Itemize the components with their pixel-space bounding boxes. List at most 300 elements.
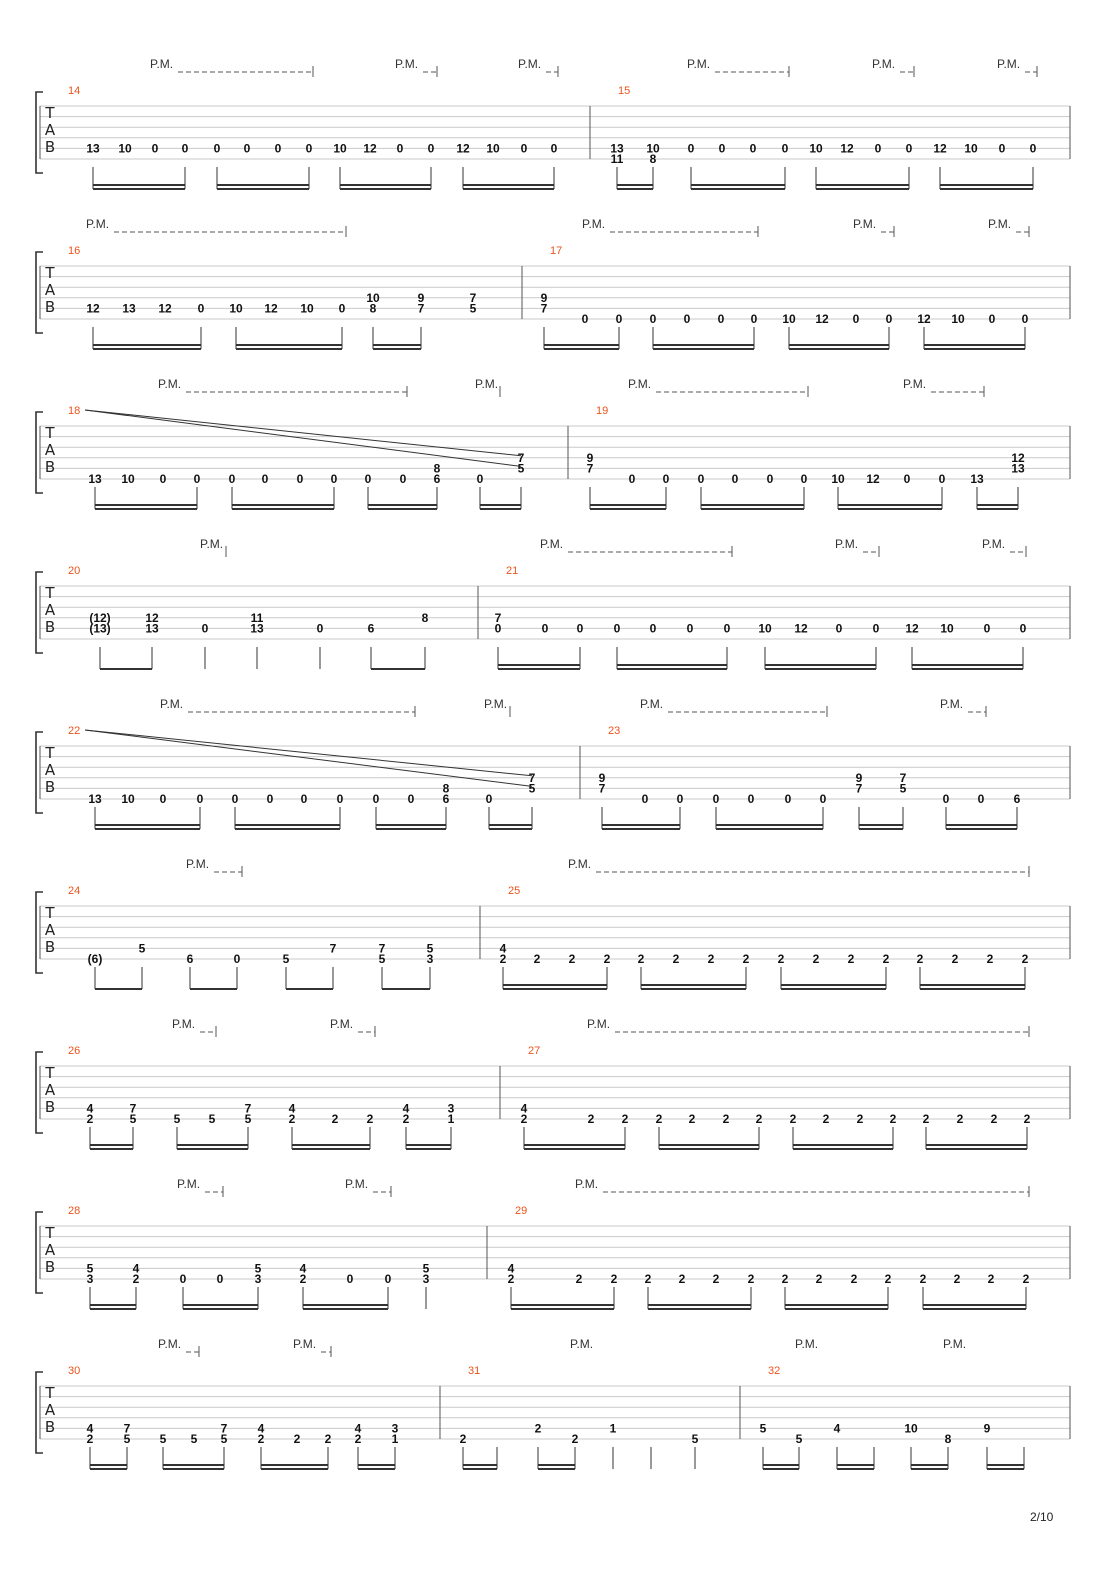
- fret-number: 2: [533, 952, 541, 966]
- fret-number: 0: [766, 472, 774, 486]
- palm-mute-label: P.M.: [540, 537, 564, 551]
- fret-number: 4: [132, 1261, 140, 1276]
- fret-number: 0: [717, 312, 725, 326]
- measure-number: 32: [768, 1365, 781, 1377]
- fret-number: 5: [86, 1261, 94, 1276]
- fret-number: 12: [456, 141, 470, 156]
- fret-number: 10: [904, 1421, 918, 1436]
- fret-number: 4: [499, 941, 507, 956]
- measure-number: 30: [68, 1365, 81, 1377]
- measure-number: 28: [68, 1205, 81, 1217]
- fret-number: 0: [427, 141, 435, 156]
- fret-number: 9: [586, 450, 594, 465]
- fret-number: 12: [363, 141, 377, 156]
- fret-number: 0: [784, 792, 792, 806]
- tab-clef-letter: B: [44, 298, 56, 316]
- fret-number: 0: [243, 141, 251, 156]
- fret-number: 2: [850, 1272, 858, 1286]
- fret-number: 0: [1019, 621, 1027, 636]
- fret-number: 10: [366, 290, 380, 305]
- fret-number: 5: [244, 1112, 252, 1126]
- fret-number: 8: [421, 610, 429, 625]
- palm-mute-label: P.M.: [160, 697, 184, 711]
- fret-number: 11: [610, 152, 624, 166]
- fret-number: 0: [550, 141, 558, 156]
- fret-number: 0: [476, 472, 484, 486]
- fret-number: 12: [905, 621, 919, 636]
- fret-number: 0: [885, 312, 893, 326]
- measure-number: 14: [68, 85, 81, 97]
- fret-number: 6: [1013, 792, 1021, 806]
- fret-number: 0: [749, 141, 757, 156]
- fret-number: 0: [196, 792, 204, 806]
- tab-clef-letter: B: [44, 458, 56, 476]
- fret-number: 5: [138, 941, 146, 956]
- fret-number: 0: [903, 472, 911, 486]
- fret-number: 13: [970, 472, 984, 486]
- fret-number: 0: [364, 472, 372, 486]
- fret-number: 7: [494, 610, 502, 625]
- fret-number: 2: [1023, 1112, 1031, 1126]
- fret-number: 12: [158, 301, 172, 316]
- fret-number: 13: [145, 621, 159, 636]
- fret-number: 0: [1029, 141, 1037, 156]
- measure-number: 24: [68, 885, 81, 897]
- fret-number: 0: [628, 472, 636, 486]
- fret-number: 1: [447, 1112, 455, 1126]
- fret-number: 7: [517, 450, 525, 465]
- fret-number: 0: [835, 621, 843, 636]
- fret-number: 0: [819, 792, 827, 806]
- fret-number: 4: [257, 1421, 265, 1436]
- measure-number: 29: [515, 1205, 528, 1217]
- measure-number: 16: [68, 245, 81, 257]
- fret-number: 0: [872, 621, 880, 636]
- fret-number: 2: [747, 1272, 755, 1286]
- palm-mute-label: P.M.: [86, 217, 110, 231]
- fret-number: 0: [874, 141, 882, 156]
- tab-clef-letter: A: [44, 441, 56, 459]
- fret-number: 10: [229, 301, 243, 316]
- fret-number: 5: [469, 301, 477, 316]
- tab-clef-letter: B: [44, 618, 56, 636]
- fret-number: 4: [86, 1101, 94, 1116]
- tab-clef-letter: B: [44, 938, 56, 956]
- fret-number: 0: [852, 312, 860, 326]
- fret-number: 0: [718, 141, 726, 156]
- fret-number: 2: [882, 952, 890, 966]
- measure-number: 20: [68, 565, 81, 577]
- fret-number: 4: [288, 1101, 296, 1116]
- fret-number: 5: [528, 781, 536, 796]
- fret-number: 2: [324, 1432, 332, 1446]
- fret-number: 0: [261, 472, 269, 486]
- fret-number: 13: [88, 472, 102, 486]
- palm-mute-label: P.M.: [587, 1017, 611, 1031]
- tab-clef-letter: T: [45, 584, 55, 602]
- fret-number: 2: [257, 1432, 265, 1446]
- palm-mute-label: P.M.: [395, 57, 419, 71]
- fret-number: 2: [644, 1272, 652, 1286]
- fret-number: 8: [649, 152, 657, 166]
- fret-number: 2: [789, 1112, 797, 1126]
- fret-number: 12: [794, 621, 808, 636]
- fret-number: 2: [507, 1272, 515, 1286]
- fret-number: 7: [899, 770, 907, 785]
- measure-number: 18: [68, 405, 81, 417]
- fret-number: 5: [378, 952, 386, 966]
- tab-clef-letter: B: [44, 1418, 56, 1436]
- fret-number: 10: [300, 301, 314, 316]
- fret-number: 3: [391, 1421, 399, 1436]
- fret-number: 2: [621, 1112, 629, 1126]
- fret-number: 6: [442, 792, 450, 806]
- fret-number: 7: [329, 941, 337, 956]
- tab-clef-letter: A: [44, 601, 56, 619]
- fret-number: 2: [889, 1112, 897, 1126]
- fret-number: 0: [338, 301, 346, 316]
- fret-number: 4: [299, 1261, 307, 1276]
- fret-number: 12: [933, 141, 947, 156]
- fret-number: 2: [637, 952, 645, 966]
- palm-mute-label: P.M.: [172, 1017, 196, 1031]
- fret-number: 10: [758, 621, 772, 636]
- measure-number: 15: [618, 85, 631, 97]
- fret-number: 0: [384, 1272, 392, 1286]
- tab-clef-letter: T: [45, 1384, 55, 1402]
- fret-number: 5: [759, 1421, 767, 1436]
- fret-number: 0: [615, 312, 623, 326]
- fret-number: 4: [354, 1421, 362, 1436]
- fret-number: 0: [231, 792, 239, 806]
- fret-number: 10: [940, 621, 954, 636]
- fret-number: 0: [781, 141, 789, 156]
- fret-number: 7: [417, 301, 425, 316]
- fret-number: 2: [678, 1272, 686, 1286]
- fret-number: 12: [1011, 450, 1025, 465]
- palm-mute-label: P.M.: [795, 1337, 819, 1351]
- fret-number: 2: [459, 1432, 467, 1446]
- fret-number: 0: [938, 472, 946, 486]
- fret-number: 12: [917, 312, 931, 326]
- fret-number: 7: [855, 781, 863, 796]
- fret-number: 0: [266, 792, 274, 806]
- fret-number: 0: [676, 792, 684, 806]
- fret-number: 0: [998, 141, 1006, 156]
- fret-number: 0: [372, 792, 380, 806]
- fret-number: 10: [809, 141, 823, 156]
- fret-number: 0: [305, 141, 313, 156]
- fret-number: 0: [396, 141, 404, 156]
- fret-number: 0: [649, 312, 657, 326]
- fret-number: 10: [486, 141, 500, 156]
- tab-clef-letter: T: [45, 1224, 55, 1242]
- fret-number: 0: [296, 472, 304, 486]
- fret-number: 0: [983, 621, 991, 636]
- tab-clef-letter: A: [44, 1401, 56, 1419]
- fret-number: 5: [422, 1261, 430, 1276]
- fret-number: 5: [220, 1432, 228, 1446]
- fret-number: (6): [87, 952, 103, 966]
- tab-clef-letter: B: [44, 138, 56, 156]
- palm-mute-label: P.M.: [200, 537, 224, 551]
- fret-number: 10: [333, 141, 347, 156]
- fret-number: 9: [598, 770, 606, 785]
- fret-number: 0: [274, 141, 282, 156]
- palm-mute-label: P.M.: [687, 57, 711, 71]
- fret-number: 0: [649, 621, 657, 636]
- palm-mute-label: P.M.: [575, 1177, 599, 1191]
- tab-clef-letter: A: [44, 1081, 56, 1099]
- fret-number: 5: [795, 1432, 803, 1446]
- fret-number: 0: [330, 472, 338, 486]
- fret-number: 2: [847, 952, 855, 966]
- fret-number: 0: [613, 621, 621, 636]
- fret-number: 2: [990, 1112, 998, 1126]
- palm-mute-label: P.M.: [158, 377, 182, 391]
- fret-number: 2: [655, 1112, 663, 1126]
- fret-number: 9: [540, 290, 548, 305]
- fret-number: 12: [264, 301, 278, 316]
- fret-number: 4: [507, 1261, 515, 1276]
- fret-number: 2: [722, 1112, 730, 1126]
- fret-number: 5: [282, 952, 290, 966]
- fret-number: 9: [855, 770, 863, 785]
- measure-number: 26: [68, 1045, 81, 1057]
- fret-number: 5: [173, 1112, 181, 1126]
- fret-number: 5: [426, 941, 434, 956]
- fret-number: 2: [951, 952, 959, 966]
- fret-number: 4: [833, 1421, 841, 1436]
- fret-number: 5: [691, 1432, 699, 1446]
- fret-number: 2: [520, 1112, 528, 1126]
- fret-number: 0: [1021, 312, 1029, 326]
- tab-clef-letter: B: [44, 1098, 56, 1116]
- fret-number: 2: [815, 1272, 823, 1286]
- palm-mute-label: P.M.: [345, 1177, 369, 1191]
- fret-number: 0: [576, 621, 584, 636]
- fret-number: 2: [603, 952, 611, 966]
- measure-number: 19: [596, 405, 609, 417]
- fret-number: 2: [956, 1112, 964, 1126]
- palm-mute-label: P.M.: [582, 217, 606, 231]
- fret-number: 2: [986, 952, 994, 966]
- fret-number: 2: [922, 1112, 930, 1126]
- fret-number: 0: [151, 141, 159, 156]
- fret-number: 4: [520, 1101, 528, 1116]
- tab-clef-letter: B: [44, 1258, 56, 1276]
- fret-number: 0: [697, 472, 705, 486]
- fret-number: 12: [815, 312, 829, 326]
- fret-number: 1: [609, 1421, 617, 1436]
- fret-number: 12: [866, 472, 880, 486]
- tab-clef-letter: B: [44, 778, 56, 796]
- fret-number: 0: [399, 472, 407, 486]
- fret-number: 8: [944, 1432, 952, 1446]
- fret-number: 0: [641, 792, 649, 806]
- fret-number: 0: [485, 792, 493, 806]
- fret-number: (12): [89, 610, 111, 625]
- fret-number: 5: [254, 1261, 262, 1276]
- fret-number: 2: [293, 1432, 301, 1446]
- fret-number: 10: [121, 792, 135, 806]
- fret-number: 0: [905, 141, 913, 156]
- fret-number: 2: [822, 1112, 830, 1126]
- fret-number: 2: [86, 1432, 94, 1446]
- tab-clef-letter: T: [45, 424, 55, 442]
- fret-number: 2: [781, 1272, 789, 1286]
- tab-clef-letter: A: [44, 281, 56, 299]
- tab-clef-letter: T: [45, 1064, 55, 1082]
- fret-number: 0: [942, 792, 950, 806]
- palm-mute-label: P.M.: [570, 1337, 594, 1351]
- fret-number: 0: [181, 141, 189, 156]
- fret-number: 0: [193, 472, 201, 486]
- palm-mute-label: P.M.: [640, 697, 664, 711]
- fret-number: 12: [86, 301, 100, 316]
- fret-number: 10: [951, 312, 965, 326]
- fret-number: 0: [336, 792, 344, 806]
- fret-number: 2: [331, 1112, 339, 1126]
- fret-number: 0: [581, 312, 589, 326]
- measure-number: 25: [508, 885, 521, 897]
- fret-number: 6: [367, 621, 375, 636]
- fret-number: 7: [244, 1101, 252, 1116]
- measure-number: 27: [528, 1045, 541, 1057]
- fret-number: 13: [610, 141, 624, 156]
- fret-number: 10: [964, 141, 978, 156]
- fret-number: 8: [369, 301, 377, 316]
- fret-number: 9: [417, 290, 425, 305]
- fret-number: 13: [122, 301, 136, 316]
- fret-number: 0: [213, 141, 221, 156]
- fret-number: 10: [121, 472, 135, 486]
- fret-number: 11: [250, 610, 264, 625]
- slide-line: [85, 730, 532, 776]
- fret-number: 10: [831, 472, 845, 486]
- fret-number: 5: [517, 461, 525, 476]
- fret-number: 10: [646, 141, 660, 156]
- page-number: 2/10: [1030, 1510, 1054, 1524]
- fret-number: 2: [571, 1432, 579, 1446]
- fret-number: 0: [988, 312, 996, 326]
- fret-number: 0: [179, 1272, 187, 1286]
- fret-number: (13): [89, 621, 111, 636]
- palm-mute-label: P.M.: [484, 697, 508, 711]
- fret-number: 2: [299, 1272, 307, 1286]
- tab-clef-letter: T: [45, 744, 55, 762]
- fret-number: 0: [541, 621, 549, 636]
- fret-number: 0: [683, 312, 691, 326]
- fret-number: 2: [884, 1272, 892, 1286]
- fret-number: 2: [587, 1112, 595, 1126]
- fret-number: 4: [86, 1421, 94, 1436]
- fret-number: 5: [190, 1432, 198, 1446]
- palm-mute-label: P.M.: [997, 57, 1021, 71]
- fret-number: 0: [216, 1272, 224, 1286]
- palm-mute-label: P.M.: [988, 217, 1012, 231]
- fret-number: 0: [346, 1272, 354, 1286]
- fret-number: 3: [426, 952, 434, 966]
- fret-number: 10: [118, 141, 132, 156]
- fret-number: 1: [391, 1432, 399, 1446]
- fret-number: 3: [254, 1272, 262, 1286]
- fret-number: 5: [159, 1432, 167, 1446]
- fret-number: 2: [1022, 1272, 1030, 1286]
- fret-number: 13: [86, 141, 100, 156]
- fret-number: 7: [540, 301, 548, 316]
- fret-number: 0: [300, 792, 308, 806]
- fret-number: 5: [899, 781, 907, 796]
- fret-number: 7: [528, 770, 536, 785]
- fret-number: 0: [723, 621, 731, 636]
- fret-number: 2: [354, 1432, 362, 1446]
- fret-number: 0: [687, 141, 695, 156]
- tab-clef-letter: A: [44, 1241, 56, 1259]
- palm-mute-label: P.M.: [903, 377, 927, 391]
- palm-mute-label: P.M.: [177, 1177, 201, 1191]
- palm-mute-label: P.M.: [475, 377, 499, 391]
- fret-number: 10: [782, 312, 796, 326]
- palm-mute-label: P.M.: [628, 377, 652, 391]
- fret-number: 6: [433, 472, 441, 486]
- fret-number: 2: [688, 1112, 696, 1126]
- measure-number: 21: [506, 565, 519, 577]
- fret-number: 7: [586, 461, 594, 476]
- fret-number: 2: [712, 1272, 720, 1286]
- palm-mute-label: P.M.: [872, 57, 896, 71]
- fret-number: 2: [919, 1272, 927, 1286]
- fret-number: 4: [402, 1101, 410, 1116]
- fret-number: 2: [534, 1421, 542, 1436]
- fret-number: 0: [977, 792, 985, 806]
- measure-number: 23: [608, 725, 621, 737]
- fret-number: 2: [1021, 952, 1029, 966]
- tab-clef-letter: T: [45, 104, 55, 122]
- fret-number: 7: [598, 781, 606, 796]
- fret-number: 13: [1011, 461, 1025, 476]
- fret-number: 2: [672, 952, 680, 966]
- fret-number: 2: [755, 1112, 763, 1126]
- fret-number: 2: [953, 1272, 961, 1286]
- palm-mute-label: P.M.: [940, 697, 964, 711]
- fret-number: 5: [129, 1112, 137, 1126]
- fret-number: 2: [499, 952, 507, 966]
- fret-number: 2: [707, 952, 715, 966]
- fret-number: 8: [433, 461, 441, 476]
- fret-number: 12: [840, 141, 854, 156]
- fret-number: 2: [742, 952, 750, 966]
- fret-number: 12: [145, 610, 159, 625]
- fret-number: 0: [407, 792, 415, 806]
- fret-number: 8: [442, 781, 450, 796]
- fret-number: 7: [378, 941, 386, 956]
- fret-number: 0: [197, 301, 205, 316]
- fret-number: 2: [86, 1112, 94, 1126]
- fret-number: 9: [983, 1421, 991, 1436]
- fret-number: 2: [575, 1272, 583, 1286]
- fret-number: 0: [800, 472, 808, 486]
- fret-number: 0: [520, 141, 528, 156]
- tab-clef-letter: T: [45, 264, 55, 282]
- measure-number: 17: [550, 245, 563, 257]
- fret-number: 6: [186, 952, 194, 966]
- palm-mute-label: P.M.: [158, 1337, 182, 1351]
- fret-number: 2: [987, 1272, 995, 1286]
- fret-number: 13: [250, 621, 264, 636]
- slide-line: [85, 410, 521, 456]
- palm-mute-label: P.M.: [330, 1017, 354, 1031]
